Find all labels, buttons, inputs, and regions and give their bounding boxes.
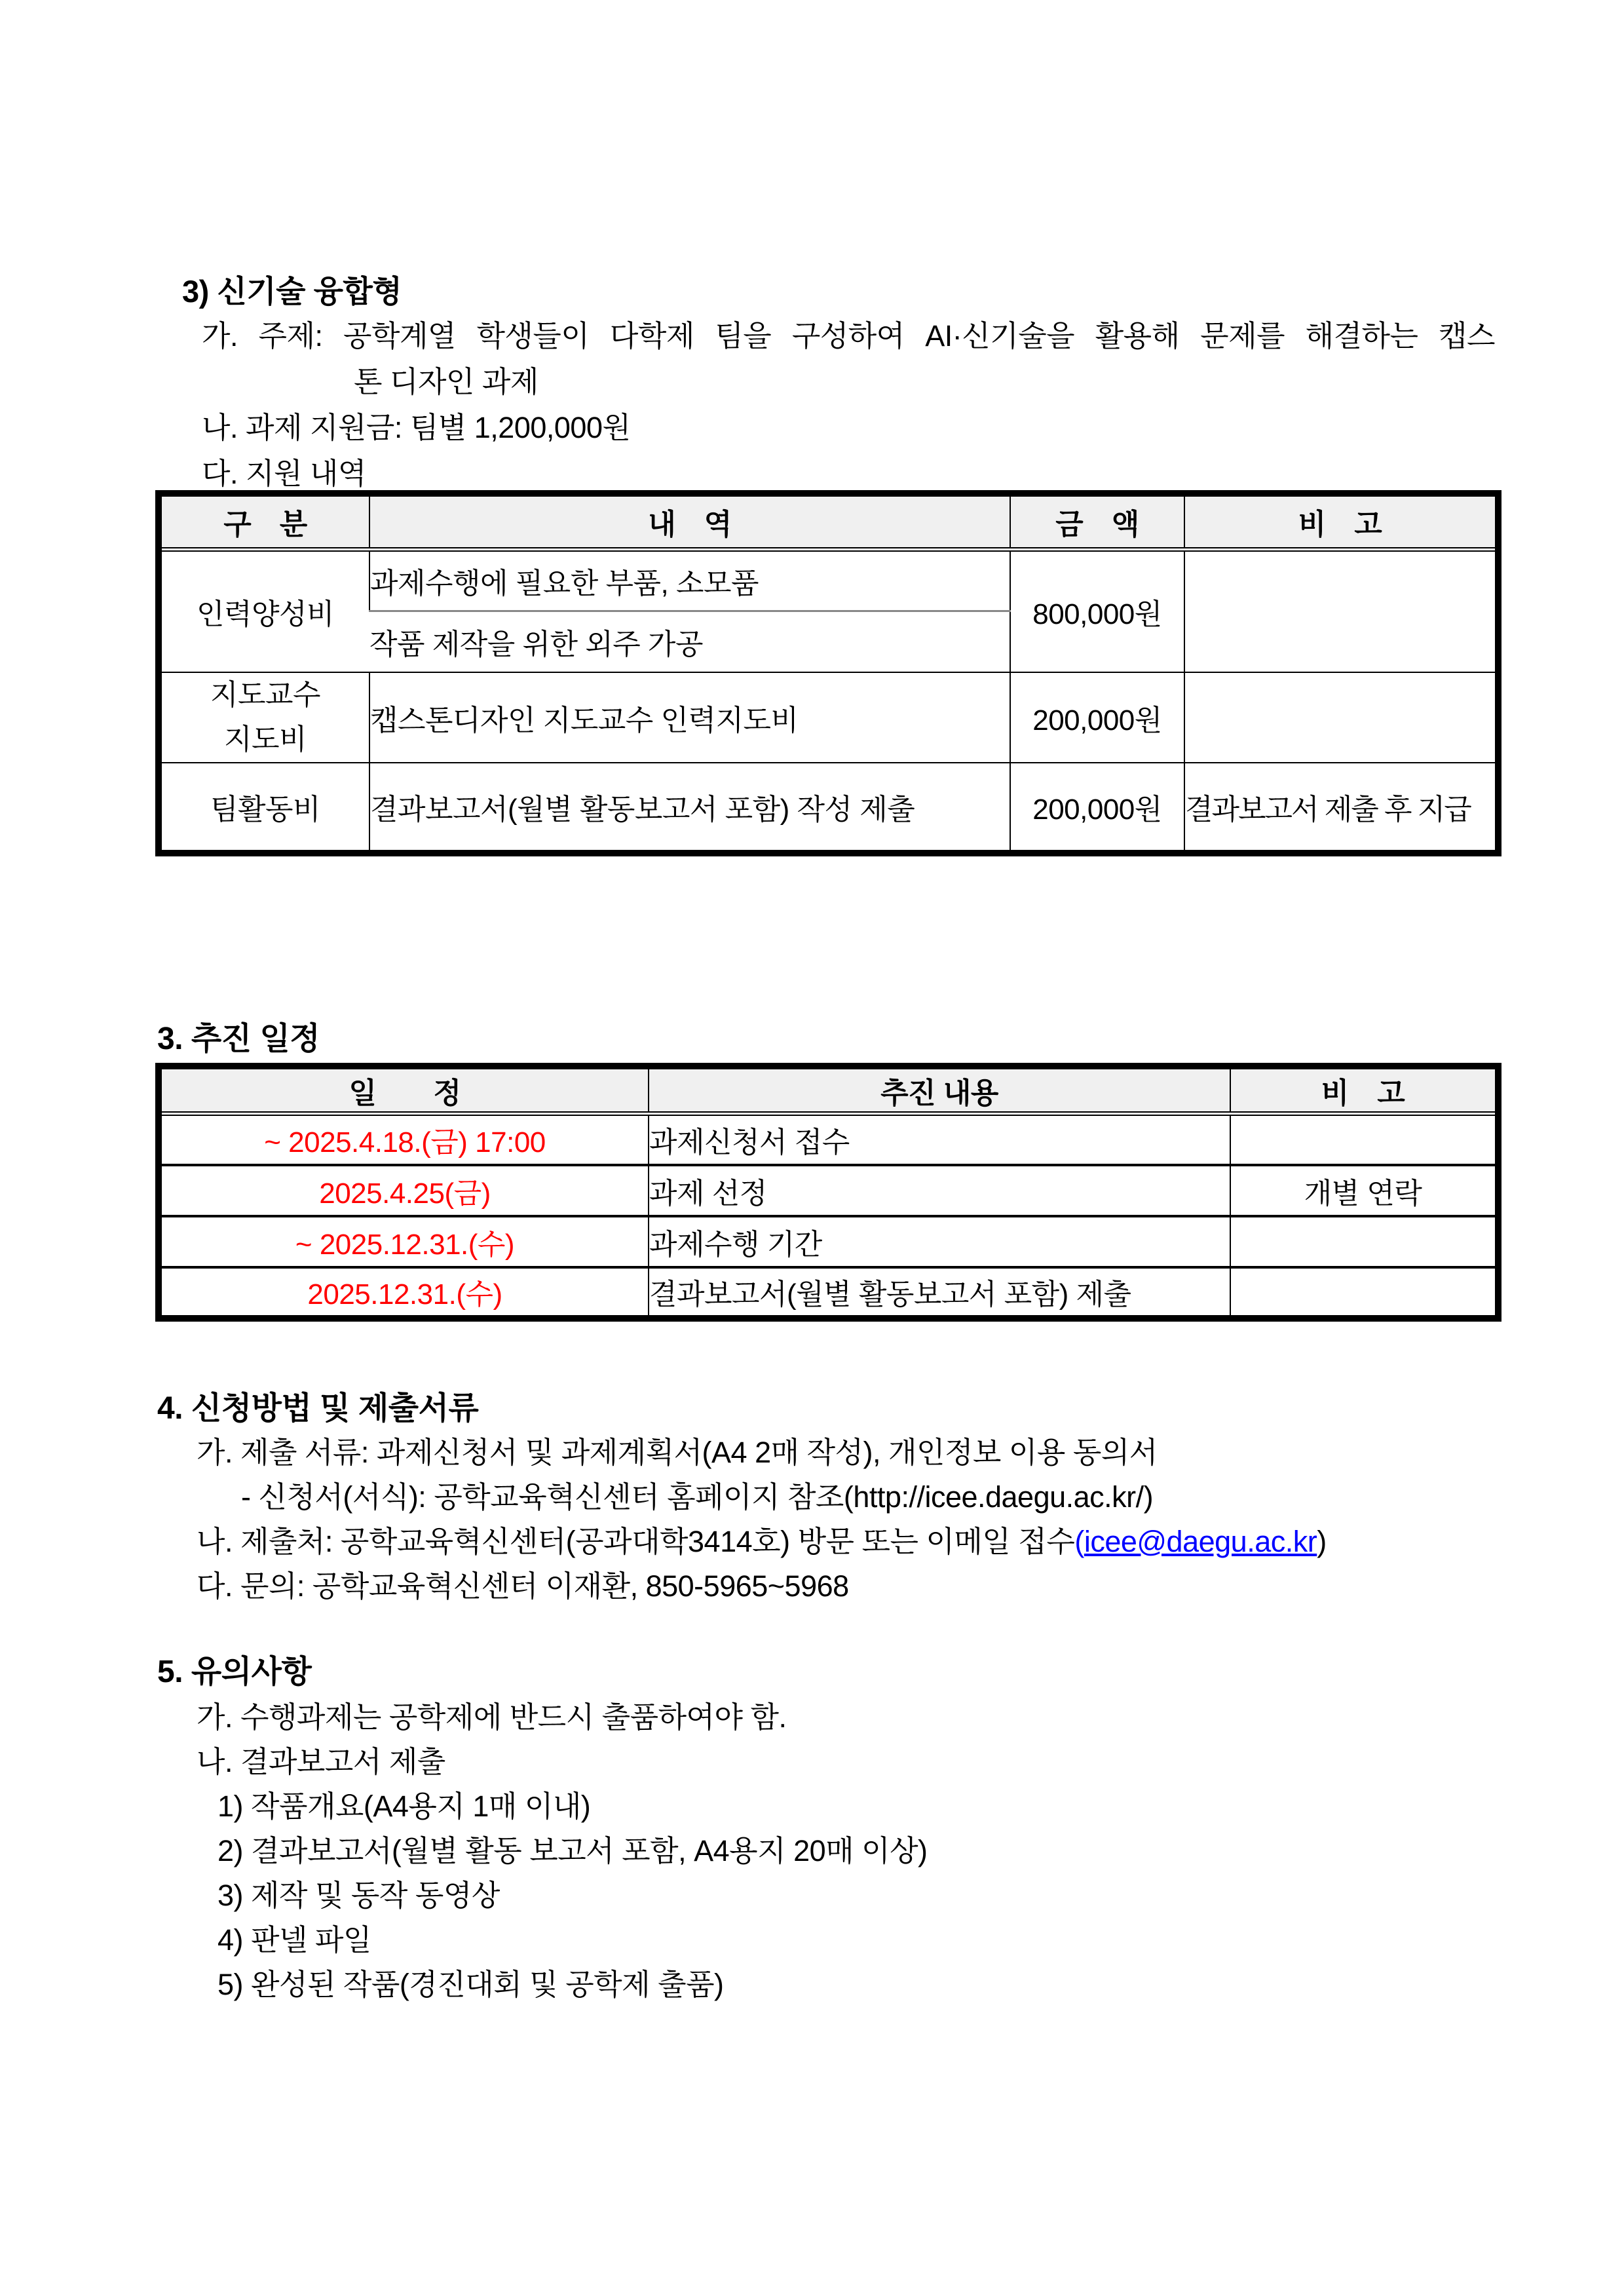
apply-section-heading: 4. 신청방법 및 제출서류 (157, 1391, 479, 1426)
notes-item-finalreport: 2) 결과보고서(월별 활동 보고서 포함, A4용지 20매 이상) (217, 1834, 928, 1867)
schedule-col-note: 비 고 (1230, 1066, 1498, 1114)
support-cell-amount-advisor: 200,000원 (1010, 672, 1184, 763)
notes-line-report: 나. 결과보고서 제출 (197, 1745, 445, 1778)
schedule-note-report (1230, 1267, 1498, 1318)
schedule-date-selection: 2025.4.25(금) (159, 1165, 649, 1216)
support-col-amount: 금 액 (1010, 493, 1184, 549)
notes-item-artifact: 5) 완성된 작품(경진대회 및 공학제 출품) (217, 1968, 724, 2001)
schedule-table-header-row (159, 1066, 1498, 1114)
advisor-category-line2: 지도비 (223, 723, 307, 756)
notes-item-overview: 1) 작품개요(A4용지 1매 이내) (217, 1789, 591, 1823)
newtech-section-heading: 3) 신기술 융합형 (182, 274, 402, 309)
support-row-advisor (159, 672, 1498, 763)
apply-contact-line: 다. 문의: 공학교육혁신센터 이재환, 850-5965~5968 (197, 1569, 849, 1603)
apply-form-line: - 신청서(서식): 공학교육혁신센터 홈페이지 참조(http://icee.daegu.ac.kr/) (241, 1480, 1154, 1514)
schedule-content-application: 과제신청서 접수 (649, 1114, 1230, 1165)
schedule-row-execution (159, 1216, 1498, 1267)
support-cell-detail-outsourcing: 작품 제작을 위한 외주 가공 (369, 611, 1010, 672)
support-cell-amount-team: 200,000원 (1010, 763, 1184, 853)
schedule-row-selection (159, 1165, 1498, 1216)
schedule-row-report (159, 1267, 1498, 1318)
apply-email-link[interactable]: icee@daegu.ac.kr (1084, 1525, 1317, 1558)
schedule-table (155, 1063, 1501, 1322)
apply-docs-line: 가. 제출 서류: 과제신청서 및 과제계획서(A4 2매 작성), 개인정보 이용 동의서 (197, 1436, 1158, 1469)
apply-submit-paren-close: ) (1317, 1525, 1327, 1558)
schedule-col-content: 추진 내용 (649, 1066, 1230, 1114)
support-cell-detail-parts: 과제수행에 필요한 부품, 소모품 (369, 549, 1010, 611)
schedule-content-execution: 과제수행 기간 (649, 1216, 1230, 1267)
support-cell-note-advisor (1184, 672, 1498, 763)
support-cell-detail-team: 결과보고서(월별 활동보고서 포함) 작성 제출 (369, 763, 1010, 853)
schedule-date-report: 2025.12.31.(수) (159, 1267, 649, 1318)
apply-submit-line (197, 1518, 1327, 1560)
newtech-support-line: 다. 지원 내역 (202, 457, 366, 490)
schedule-date-execution: ~ 2025.12.31.(수) (159, 1216, 649, 1267)
newtech-subject-line2: 톤 디자인 과제 (354, 365, 538, 398)
support-col-category: 구 분 (159, 493, 369, 549)
notes-item-panel: 4) 판넬 파일 (217, 1923, 371, 1957)
schedule-note-execution (1230, 1216, 1498, 1267)
support-col-note: 비 고 (1184, 493, 1498, 549)
schedule-note-selection: 개별 연락 (1230, 1165, 1498, 1216)
schedule-content-report: 결과보고서(월별 활동보고서 포함) 제출 (649, 1267, 1230, 1318)
schedule-section-heading: 3. 추진 일정 (157, 1022, 320, 1056)
support-row-team (159, 763, 1498, 853)
schedule-row-application (159, 1114, 1498, 1165)
schedule-content-selection: 과제 선정 (649, 1165, 1230, 1216)
newtech-subject-line1: 가. 주제: 공학계열 학생들이 다학제 팀을 구성하여 AI·신기술을 활용해 문제를 해결하는 캡스 (202, 319, 1495, 353)
schedule-note-application (1230, 1114, 1498, 1165)
support-row-hr-a (159, 549, 1498, 611)
support-cell-category-advisor (159, 672, 369, 763)
schedule-date-application: ~ 2025.4.18.(금) 17:00 (264, 1126, 546, 1159)
support-detail-table (155, 490, 1501, 856)
support-cell-category-team: 팀활동비 (159, 763, 369, 853)
support-cell-note-hr (1184, 549, 1498, 672)
notes-line-exhibit: 가. 수행과제는 공학제에 반드시 출품하여야 함. (197, 1700, 787, 1734)
support-cell-amount-hr: 800,000원 (1010, 549, 1184, 672)
apply-submit-paren-open: ( (1074, 1525, 1084, 1558)
support-table-header-row (159, 493, 1498, 549)
schedule-col-date: 일 정 (159, 1066, 649, 1114)
support-cell-category-hr: 인력양성비 (196, 598, 335, 631)
newtech-fund-line: 나. 과제 지원금: 팀별 1,200,000원 (202, 411, 631, 444)
support-cell-note-team: 결과보고서 제출 후 지급 (1184, 763, 1498, 853)
advisor-category-line1: 지도교수 (210, 679, 320, 711)
notes-item-video: 3) 제작 및 동작 동영상 (217, 1879, 500, 1912)
support-cell-detail-advisor: 캡스톤디자인 지도교수 인력지도비 (369, 672, 1010, 763)
support-col-detail: 내 역 (369, 493, 1010, 549)
apply-submit-prefix: 나. 제출처: 공학교육혁신센터(공과대학3414호) 방문 또는 이메일 접수 (197, 1525, 1075, 1558)
notes-section-heading: 5. 유의사항 (157, 1655, 312, 1689)
